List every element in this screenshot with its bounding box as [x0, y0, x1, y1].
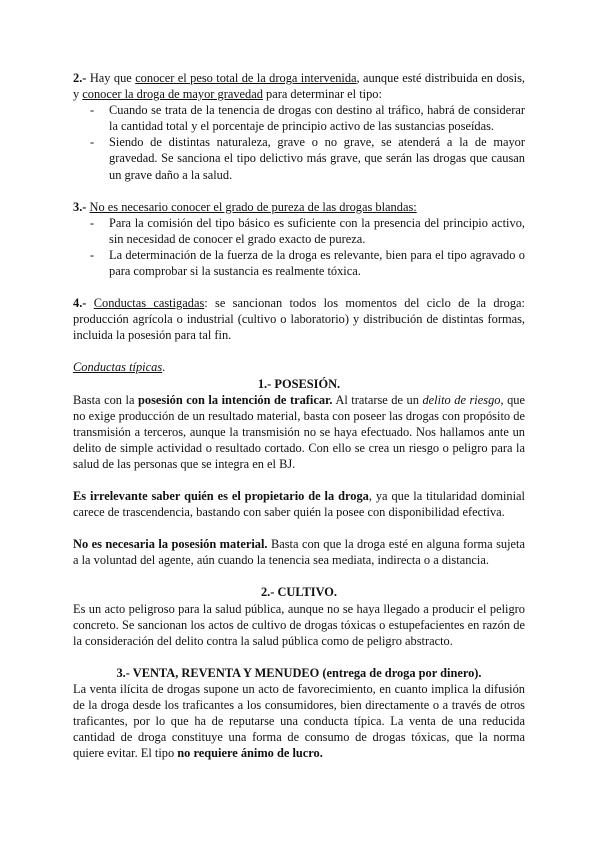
posesion-paragraph-2: Es irrelevante saber quién es el propietario de la droga, ya que la titularidad dominial carece de trascendencia, bastando con saber quién la posee con disponibilidad efectiva.	[73, 489, 525, 520]
section-4-number: 4.-	[73, 296, 87, 311]
section-3-list	[73, 215, 525, 279]
cultivo-paragraph: Es un acto peligroso para la salud pública, aunque no se haya llegado a producir el peligro concreto. Se sancionan los actos de cultivo de drogas tóxicas o estupefacientes en razón de la consideración del delito contra la salud pública como de peligro abstracto.	[73, 601, 525, 648]
posesion-paragraph-3: No es necesaria la posesión material. Basta con que la droga esté en alguna forma sujeta a la voluntad del agente, aún cuando la tenencia sea mediata, indirecta o a distancia.	[73, 537, 525, 568]
section-4-underline: Conductas castigadas	[93, 296, 205, 311]
list-item: - Cuando se trata de la tenencia de drogas con destino al tráfico, habrá de considerar la cantidad total y el porcentaje de principio activo de las sustancias poseídas.	[73, 102, 525, 134]
posesion-heading: 1.- POSESIÓN.	[257, 376, 341, 391]
section-2-intro: 2.- Hay que conocer el peso total de la droga intervenida, aunque esté distribuida en dosis, y conocer la droga de mayor gravedad para determinar el tipo:	[73, 71, 525, 102]
venta-heading: 3.- VENTA, REVENTA Y MENUDEO (entrega de droga por dinero).	[116, 665, 482, 680]
list-item: - Para la comisión del tipo básico es suficiente con la presencia del principio activo, sin necesidad de conocer el grado exacto de pureza.	[73, 215, 525, 247]
section-3-underline: No es necesario conocer el grado de pureza de las drogas blandas:	[89, 199, 417, 214]
section-2-number: 2.-	[73, 71, 87, 85]
section-4-paragraph: 4.- Conductas castigadas: se sancionan todos los momentos del ciclo de la droga: producción agrícola o industrial (cultivo o laboratorio) y distribución de distintas formas, incluida la posesión para tal fin.	[73, 296, 525, 343]
venta-paragraph: La venta ilícita de drogas supone un acto de favorecimiento, en cuanto implica la difusión de la droga desde los traficantes a los consumidores, bien directamente o a través de otros traficantes, por lo que ha de reputarse una conducta típica. La venta de una reducida cantidad de droga constituye una forma de consumo de drogas tóxicas, que la norma quiere evitar. El tipo no requiere ánimo de lucro.	[73, 681, 525, 761]
cultivo-heading: 2.- CULTIVO.	[260, 585, 338, 600]
section-3-intro	[73, 199, 525, 215]
list-item: - Siendo de distintas naturaleza, grave o no grave, se atenderá a la de mayor gravedad. Se sanciona el tipo delictivo más grave, que serán las drogas que causan un grave daño a la salud.	[73, 134, 525, 182]
section-2-underline-2: conocer la droga de mayor gravedad	[82, 87, 263, 102]
section-2-underline-1: conocer el peso total de la droga intervenida	[135, 71, 357, 85]
section-2-list	[73, 102, 525, 182]
conductas-tipicas-title: Conductas típicas.	[73, 360, 166, 375]
posesion-paragraph-1: Basta con la posesión con la intención de traficar. Al tratarse de un delito de riesgo, que no exige producción de un resultado material, basta con poseer las drogas con propósito de transmisión a terceros, aunque la transmisión no se haya efectuado. Nos hallamos ante un delito de simple actividad o resultado cortado. Con ello se crea un riesgo o peligro para la salud de las personas que se integra en el BJ.	[73, 392, 525, 471]
list-item: - La determinación de la fuerza de la droga es relevante, bien para el tipo agravado o para comprobar si la sustancia es realmente tóxica.	[73, 247, 525, 279]
document-page	[73, 70, 525, 761]
section-3-number: 3.-	[73, 199, 87, 214]
